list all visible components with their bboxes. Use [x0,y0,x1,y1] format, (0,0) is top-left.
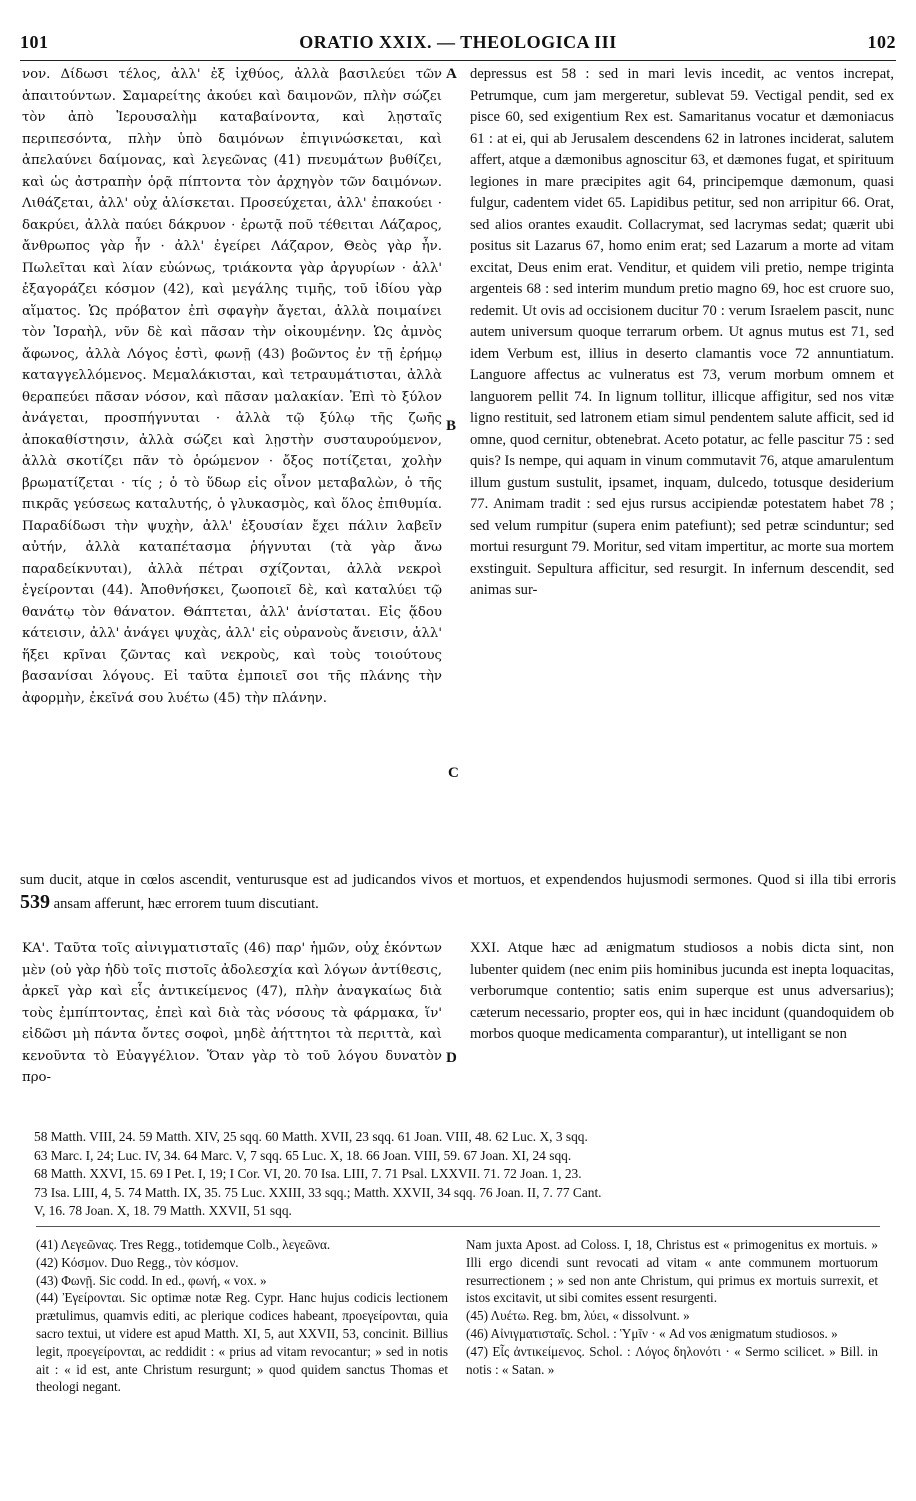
notes-rule [36,1226,880,1227]
page-number-left: 101 [20,32,49,52]
column-number: 539 [20,890,50,913]
notes-right-column [466,1236,878,1378]
ref-line: 68 Matth. XXVI, 15. 69 I Pet. I, 19; I Cor. VI, 20. 70 Isa. LIII, 7. 71 Psal. LXXVII. 71. 72 Joan. 1, 23. [34,1166,582,1181]
running-header [20,32,896,56]
ref-line: V, 16. 78 Joan. X, 18. 79 Matth. XXVII, 51 sqq. [34,1203,292,1218]
note-item: (44) Ἐγείρονται. Sic optimæ notæ Reg. Cypr. Hanc hujus codicis lectionem prætulimus, quamvis editi, ac plerique codices habeant, προεγείρονται, quia sacro textui, ut videre est apud Matth. XI, 5, aut XXVII, 53, concinit. Billius legit, προεγείρονται, ac reddidit : « prius ad vitam revocantur; » sed in notis ait : « id est, ante Christum resurgunt; » quod quidem sanctus Thomas et theologi negant. [36,1290,448,1395]
latin-column-1 [470,64,894,602]
header-rule [20,60,896,61]
margin-letter-b: B [446,418,457,434]
notes-left-column [36,1236,448,1396]
latin-column-2 [470,938,894,1046]
note-item: (47) Εἷς ἀντικείμενος. Schol. : Λόγος δηλονότι · « Sermo scilicet. » Bill. in notis : « Satan. » [466,1343,878,1377]
greek-column-2 [22,938,442,1089]
continuation-text-a: sum ducit, atque in cœlos ascendit, venturusque est ad judicandos vivos et mortuos, et expendendos hujusmodi sermones. Quod si illa tibi erroris [20,872,896,888]
running-title: ORATIO XXIX. — THEOLOGICA III [299,32,617,52]
scripture-references [34,1128,886,1221]
full-width-continuation [20,870,896,915]
page-number-right: 102 [867,32,896,52]
note-item: (45) Λυέτω. Reg. bm, λύει, « dissolvunt. » [466,1308,690,1324]
margin-letter-a: A [446,66,457,82]
greek-text-2: ΚΑ'. Ταῦτα τοῖς αἰνιγματισταῖς (46) παρ' ἡμῶν, οὐχ ἑκόντων μὲν (οὐ γὰρ ἡδὺ τοῖς πιστοῖς ἀδολεσχία καὶ λόγων ἀντίθεσις, ἀρκεῖ γὰρ καὶ εἷς ἀντικείμενος (47), πλὴν ἀναγκαίως διὰ τοὺς ἐμπίπτοντας, ἐπεὶ καὶ διὰ τὰς νόσους τὰ φάρμακα, ἵν' εἰδῶσι μὴ πάντα ὄντες σοφοὶ, μηδὲ ἀήττητοι τὰ περιττὰ, καὶ κενοῦντα τὸ Εὐαγγέλιον. Ὅταν γὰρ τὸ τοῦ λόγου δυνατὸν προ- [22,941,442,1085]
continuation-text-b: ansam afferunt, hæc errorem tuum discutiant. [53,895,319,912]
ref-line: 73 Isa. LIII, 4, 5. 74 Matth. IX, 35. 75 Luc. XXIII, 33 sqq.; Matth. XXVII, 34 sqq. 76 Joan. II, 7. 77 Cant. [34,1184,602,1200]
latin-text-2: XXI. Atque hæc ad ænigmatum studiosos a nobis dicta sint, non lubenter quidem (nec enim piis hominibus jucunda est inepta loquacitas, verborumque contentio; satis enim superque est unus adversarius); cæterum necessario, propter eos, qui in hæc incidunt (quandoquidem ob morbos quoque medicamenta comparantur), ut intelligant se non [470,940,894,1042]
greek-column-1 [22,64,442,709]
note-item: (42) Κόσμον. Duo Regg., τὸν κόσμον. [36,1254,239,1270]
note-item: (46) Αἰνιγματισταῖς. Schol. : Ὑμῖν · « Ad vos ænigmatum studiosos. » [466,1325,838,1341]
latin-text-1: depressus est 58 : sed in mari levis incedit, ac ventos increpat, Petrumque, cum jam mergeretur, sublevat 59. Vectigal pendit, sed ex pisce 60, sed exigentium Rex est. Samaritanus vocatur et dæmoniacus 61 : at ei, qui ab Jerusalem descendens 62 in latrones inciderat, salutem affert, atque a dæmonibus agnoscitur 63, et dæmones fugat, et spirituum legiones in mare præcipites agit 64, principemque dæmonum, quasi fulgur, cadentem videt 65. Lapidibus petitur, sed non arripitur 66. Orat, sed alios orantes exaudit. Collacrymat, sed lacrymas sedat; quærit ubi positus sit Lazarus 67, homo enim erat; sed Lazarum a morte ad vitam excitat, Deus enim erat. Venditur, et quidem vili pretio, nempe triginta argenteis 68 : sed interim mundum pretio magno 69, hoc est cruore suo, redemit. Ut ovis ad occisionem ducitur 70 : verum Israelem pascit, nunc autem universum quoque terrarum orbem. Ut agnus mutus est 71, sed idem Verbum est, illius in deserto clamantis voce 72 annuntiatum. Languore affectus ac vulneratus est 73, verum morbum omnem et languorem pellit 74. In lignum tollitur, illicque affigitur, sed nos vitæ ligno restituit, sed latronem etiam simul pendentem salute afficit, sed id omne, quod cernitur, obtenebrat. Aceto potatur, ac felle pascitur 75 : sed quis? Is nempe, qui aquam in vinum commutavit 76, atque amarulentum illum gustum sustulit, ipsamet, inquam, dulcedo, totusque desiderium 77. Animam tradit : sed ejus rursus accipiendæ potestatem habet 78 ; sed velum rumpitur (supera enim patefiunt); sed petræ scinduntur; sed mortui resurgunt 79. Moritur, sed vitam impertitur, ac morte sua mortem exstinguit. Sepultura afficitur, sed resurgit. In infernum descendit, sed animas sur- [470,66,894,598]
note-item: (43) Φωνῇ. Sic codd. In ed., φωνή, « vox. » [36,1272,267,1288]
margin-letter-c: C [448,765,459,781]
greek-text-1: νον. Δίδωσι τέλος, ἀλλ' ἐξ ἰχθύος, ἀλλὰ βασιλεύει τῶν ἀπαιτούντων. Σαμαρείτης ἀκούει καὶ δαιμονῶν, πλὴν σώζει τὸν ἀπὸ Ἱερουσαλὴμ καταβαίνοντα, καὶ λῃσταῖς περιπεσόντα, πλὴν ὑπὸ δαιμόνων ἐπιγινώσκεται, καὶ ἀπελαύνει δαίμονας, καὶ λεγεῶνας (41) πνευμάτων βυθίζει, καὶ ὡς ἀστραπὴν ὁρᾷ πίπτοντα τὸν ἀρχηγὸν τῶν δαιμόνων. Λιθάζεται, ἀλλ' οὐχ ἁλίσκεται. Προσεύχεται, ἀλλ' ἐπακούει · δακρύει, ἀλλὰ παύει δάκρυον · ἐρωτᾷ ποῦ τέθειται Λάζαρος, ἄνθρωπος γὰρ ἦν · ἀλλ' ἐγείρει Λάζαρον, Θεὸς γὰρ ἦν. Πωλεῖται καὶ λίαν εὐώνως, τριάκοντα γὰρ ἀργυρίων · ἀλλ' ἐξαγοράζει κόσμον (42), καὶ μεγάλης τιμῆς, τοῦ ἰδίου γὰρ αἵματος. Ὡς πρόβατον ἐπὶ σφαγὴν ἄγεται, ἀλλὰ ποιμαίνει τὸν Ἰσραὴλ, νῦν δὲ καὶ πᾶσαν τὴν οἰκουμένην. Ὡς ἀμνὸς ἄφωνος, ἀλλὰ Λόγος ἐστὶ, φωνῇ (43) βοῶντος ἐν τῇ ἐρήμῳ καταγγελλόμενος. Μεμαλάκισται, καὶ τετραυμάτισται, ἀλλὰ θεραπεύει πᾶσαν νόσον, καὶ πᾶσαν μαλακίαν. Ἐπὶ τὸ ξύλον ἀνάγεται, προσπήγνυται · ἀλλὰ τῷ ξύλῳ τῆς ζωῆς ἀποκαθίστησιν, ἀλλὰ σώζει καὶ λῃστὴν συσταυρούμενον, ἀλλὰ σκοτίζει πᾶν τὸ ὁρώμενον · ὄξος ποτίζεται, χολὴν βρωματίζεται · τίς ; ὁ τὸ ὕδωρ εἰς οἶνον μεταβαλὼν, ὁ τῆς πικρᾶς γεύσεως καταλυτής, ὁ γλυκασμὸς, καὶ ὅλος ἐπιθυμία. Παραδίδωσι τὴν ψυχὴν, ἀλλ' ἐξουσίαν ἔχει πάλιν λαβεῖν αὐτήν, ἀλλὰ καταπέτασμα ῥήγνυται (τὰ γὰρ ἄνω παραδείκνυται), ἀλλὰ πέτραι σχίζονται, ἀλλὰ νεκροὶ ἐγείρονται (44). Ἀποθνήσκει, ζωοποιεῖ δὲ, καὶ καταλύει τῷ θανάτῳ τὸν θάνατον. Θάπτεται, ἀλλ' ἀνίσταται. Εἰς ᾅδου κάτεισιν, ἀλλ' ἀνάγει ψυχὰς, ἀλλ' εἰς οὐρανοὺς ἄνεισιν, ἀλλ' ἥξει κρῖναι ζῶντας καὶ νεκροὺς, καὶ τοὺς τοιούτους βασανίσαι λόγους. Εἰ ταῦτα ἐμποιεῖ σοι τῆς πλάνης τὴν ἀφορμὴν, ἐκεῖνά σου λυέτω (45) τὴν πλάνην. [22,67,442,706]
ref-line: 58 Matth. VIII, 24. 59 Matth. XIV, 25 sqq. 60 Matth. XVII, 23 sqq. 61 Joan. VIII, 48. 62 Luc. X, 3 sqq. [34,1129,588,1144]
note-item: (41) Λεγεῶνας. Tres Regg., totidemque Colb., λεγεῶνα. [36,1237,331,1252]
note-item: Nam juxta Apost. ad Coloss. I, 18, Christus est « primogenitus ex mortuis. » Illi ergo dicendi sunt revocati ad vitam « ante communem mortuorum resurrectionem ; » sed non ante Christum, qui primus ex mortuis surrexit, et istos excitavit, ut sibi comites essent resurgenti. [466,1237,878,1306]
margin-letter-d: D [446,1050,457,1066]
ref-line: 63 Marc. I, 24; Luc. IV, 34. 64 Marc. V, 7 sqq. 65 Luc. X, 18. 66 Joan. VIII, 59. 67 Joan. XI, 24 sqq. [34,1147,572,1163]
